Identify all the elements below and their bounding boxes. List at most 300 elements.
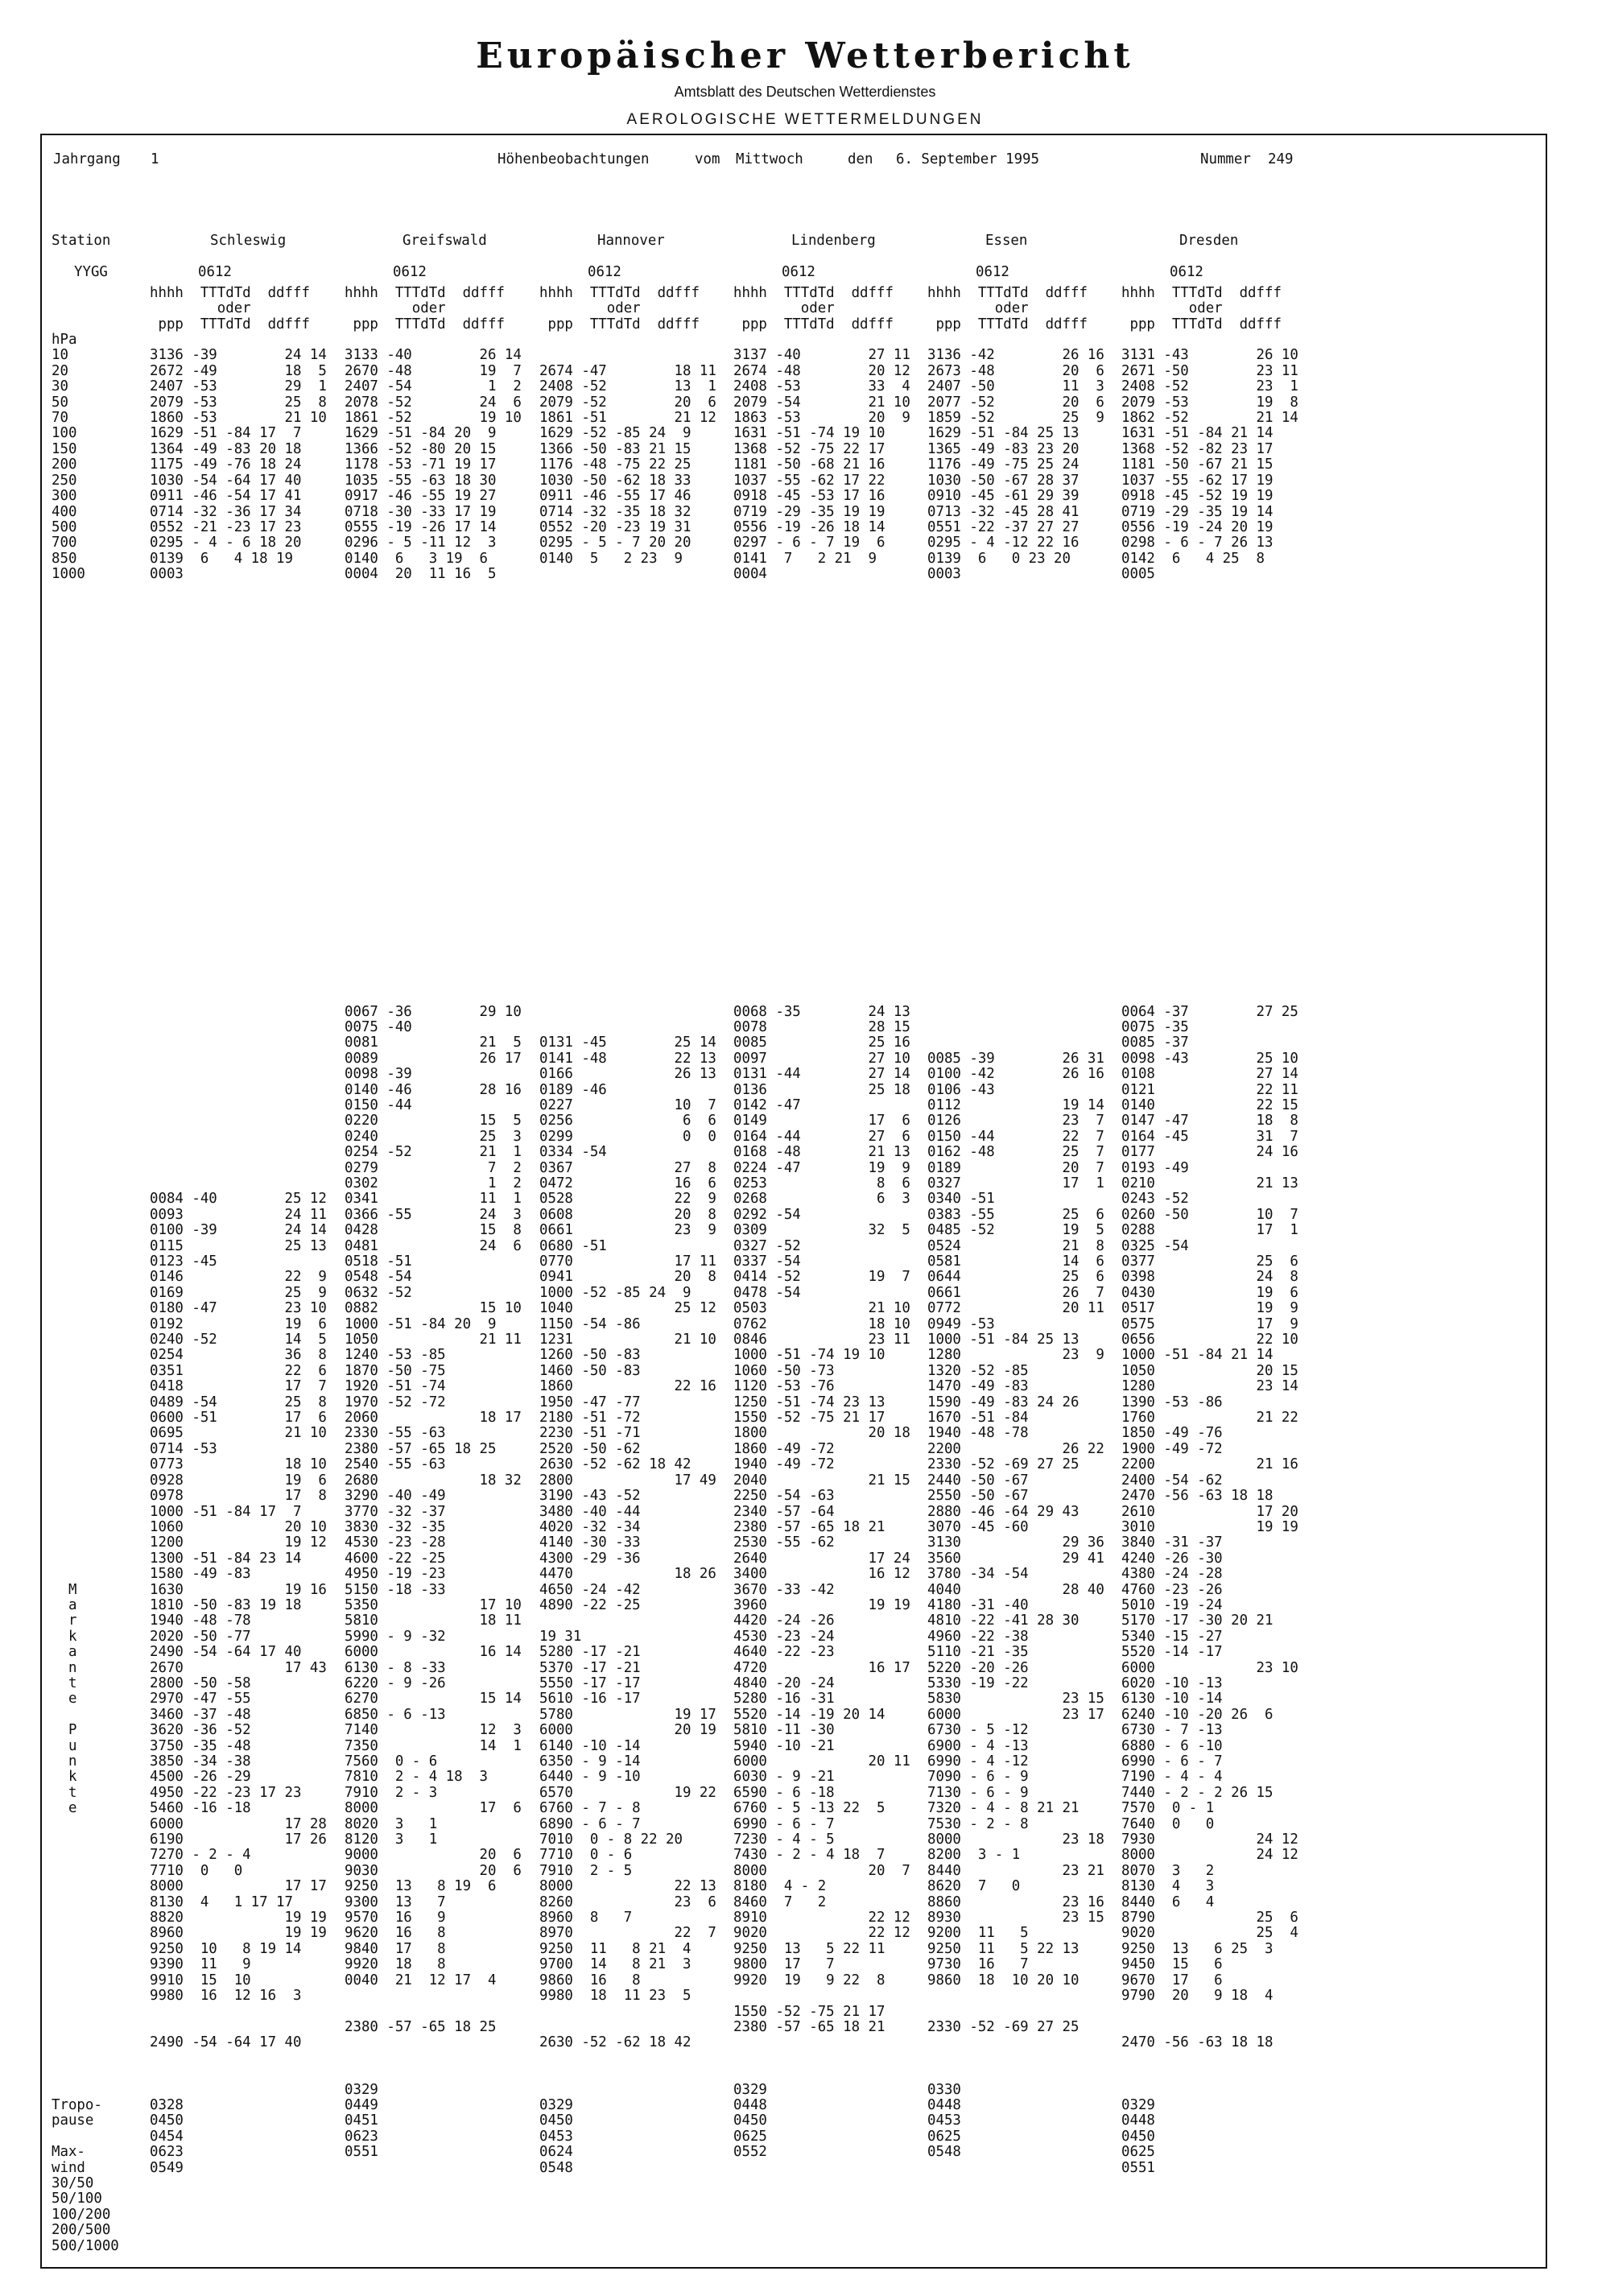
- station-row: 2407 -54 1 2: [345, 378, 522, 395]
- station-row: [345, 583, 522, 598]
- station-row: 0296 - 5 -11 12 3: [345, 535, 497, 551]
- station-row: [150, 973, 327, 989]
- station-row: 2079 -53 19 8: [1121, 394, 1298, 411]
- station-row: 1390 -53 -86: [1121, 1394, 1223, 1410]
- station-row: 0210 21 13: [1121, 1175, 1298, 1191]
- station-row: 5940 -10 -21: [733, 1737, 835, 1754]
- station-row: [539, 2020, 716, 2035]
- jahrgang-label: Jahrgang: [53, 151, 121, 167]
- station-row: [1121, 832, 1298, 848]
- row-label: 1000: [52, 566, 85, 583]
- station-row: 0481 24 6: [345, 1237, 522, 1254]
- row-label: 500: [52, 518, 77, 535]
- station-yygg: 0612: [1170, 264, 1203, 281]
- station-row: [733, 2067, 910, 2082]
- station-row: [733, 942, 910, 957]
- station-row: 9800 17 7: [733, 1956, 835, 1973]
- station-row: 0141 -48 22 13: [539, 1050, 716, 1067]
- station-row: 2408 -52 23 1: [1121, 378, 1298, 395]
- station-row: 4380 -24 -28: [1121, 1566, 1223, 1583]
- station-row: hhhh TTTdTd ddfff: [1121, 284, 1282, 301]
- station-row: 3130 29 36: [927, 1534, 1104, 1551]
- row-label: M: [52, 1581, 77, 1598]
- station-row: 3136 -42 26 16: [927, 347, 1104, 364]
- station-row: 2330 -52 -69 27 25: [927, 1456, 1080, 1473]
- station-row: [150, 801, 327, 816]
- station-row: 0292 -54: [733, 1206, 801, 1223]
- station-row: [345, 598, 522, 613]
- station-row: 5550 -17 -17: [539, 1675, 641, 1691]
- station-row: [927, 676, 1104, 692]
- station-row: 3850 -34 -38: [150, 1753, 251, 1769]
- station-row: 2970 -47 -55: [150, 1691, 251, 1708]
- station-row: [150, 2020, 327, 2035]
- station-row: 0166 26 13: [539, 1066, 716, 1083]
- station-row: 4960 -22 -38: [927, 1628, 1029, 1645]
- station-row: [733, 645, 910, 660]
- station-row: 8960 8 7: [539, 1910, 633, 1926]
- row-label: [52, 583, 119, 598]
- station-row: hhhh TTTdTd ddfff: [150, 284, 310, 301]
- station-row: 3840 -31 -37: [1121, 1534, 1223, 1551]
- station-row: 0450: [150, 2112, 184, 2129]
- station-row: 2380 -57 -65 18 21: [733, 1518, 886, 1535]
- station-row: hhhh TTTdTd ddfff: [539, 284, 700, 301]
- row-label: 70: [52, 410, 68, 427]
- station-row: 0295 - 5 - 7 20 20: [539, 535, 691, 551]
- station-row: 8000 17 6: [345, 1800, 522, 1817]
- station-row: 0414 -52 19 7: [733, 1269, 910, 1286]
- station-row: [345, 864, 522, 879]
- station-row: [927, 864, 1104, 879]
- station-row: 7140 12 3: [345, 1722, 522, 1739]
- station-row: [345, 786, 522, 801]
- row-label: Tropo-: [52, 2096, 102, 2113]
- station-row: 0268 6 3: [733, 1191, 910, 1208]
- station-row: 3670 -33 -42: [733, 1581, 835, 1598]
- station-row: 5220 -20 -26: [927, 1659, 1029, 1676]
- station-row: oder: [733, 300, 835, 317]
- row-label: [52, 1551, 119, 1567]
- station-row: 0450: [1121, 2128, 1155, 2145]
- station-row: 2380 -57 -65 18 25: [345, 2018, 497, 2035]
- masthead-subtitle: Amtsblatt des Deutschen Wetterdienstes: [674, 84, 936, 100]
- station-row: [150, 1098, 327, 1113]
- row-label: [52, 708, 119, 723]
- row-label: [52, 1317, 119, 1332]
- station-column: [1121, 233, 1298, 2176]
- station-row: 0524 21 8: [927, 1237, 1104, 1254]
- station-name: Schleswig: [210, 233, 287, 249]
- station-row: 9790 20 9 18 4: [1121, 1988, 1274, 2005]
- station-row: 0625: [927, 2128, 961, 2145]
- station-row: 0451: [345, 2112, 378, 2129]
- station-row: 1860 22 16: [539, 1378, 716, 1395]
- station-row: 1366 -50 -83 21 15: [539, 440, 691, 457]
- row-label: t: [52, 1675, 77, 1691]
- station-row: [150, 630, 327, 645]
- station-row: [539, 1613, 716, 1629]
- station-row: 0661 26 7: [927, 1284, 1104, 1301]
- station-row: 6760 - 5 -13 22 5: [733, 1800, 886, 1817]
- row-label: [52, 2067, 119, 2082]
- station-row: 1590 -49 -83 24 26: [927, 1394, 1080, 1410]
- station-row: [733, 2035, 910, 2050]
- row-label: a: [52, 1644, 77, 1661]
- row-label: [52, 1083, 119, 1098]
- station-row: [733, 2051, 910, 2067]
- station-row: [733, 926, 910, 941]
- station-row: [539, 348, 716, 363]
- station-row: 1550 -52 -75 21 17: [733, 1410, 886, 1427]
- station-row: 9300 13 7: [345, 1893, 446, 1910]
- station-row: 0398 24 8: [1121, 1269, 1298, 1286]
- station-row: 0131 -45 25 14: [539, 1034, 716, 1051]
- station-row: 1280 23 9: [927, 1347, 1104, 1364]
- station-row: 0910 -45 -61 29 39: [927, 488, 1080, 505]
- station-row: [345, 613, 522, 629]
- station-row: 4420 -24 -26: [733, 1613, 835, 1629]
- station-row: 4650 -24 -42: [539, 1581, 641, 1598]
- station-row: 2250 -54 -63: [733, 1488, 835, 1505]
- station-row: 5370 -17 -21: [539, 1659, 641, 1676]
- station-row: 8000 24 12: [1121, 1847, 1298, 1864]
- station-row: 9700 14 8 21 3: [539, 1956, 691, 1973]
- station-row: 1940 -48 -78: [927, 1425, 1029, 1442]
- station-row: 7710 0 - 6: [539, 1847, 633, 1864]
- station-row: 1060 20 10: [150, 1518, 327, 1535]
- station-row: [927, 708, 1104, 723]
- station-row: 8960 19 19: [150, 1925, 327, 1942]
- row-label: [52, 1489, 119, 1504]
- row-label: [52, 1191, 119, 1207]
- station-row: 6000 17 28: [150, 1815, 327, 1832]
- station-row: [927, 832, 1104, 848]
- station-row: 0224 -47 19 9: [733, 1159, 910, 1176]
- station-row: ppp TTTdTd ddfff: [345, 316, 505, 332]
- station-row: ppp TTTdTd ddfff: [539, 316, 700, 332]
- station-row: [345, 739, 522, 754]
- station-row: [927, 1988, 1104, 2004]
- station-row: 0084 -40 25 12: [150, 1191, 327, 1208]
- station-row: [150, 832, 327, 848]
- station-row: 0714 -32 -36 17 34: [150, 503, 302, 520]
- station-row: 0150 -44: [345, 1096, 412, 1113]
- row-label: 200/500: [52, 2222, 111, 2239]
- row-label: [52, 1239, 119, 1254]
- station-row: 2040 21 15: [733, 1472, 910, 1489]
- station-row: 4840 -20 -24: [733, 1675, 835, 1691]
- station-row: 2880 -46 -64 29 43: [927, 1503, 1080, 1520]
- station-row: 0139 6 0 23 20: [927, 550, 1071, 567]
- station-row: 4810 -22 -41 28 30: [927, 1613, 1080, 1629]
- station-row: 2490 -54 -64 17 40: [150, 1644, 302, 1661]
- station-row: oder: [927, 300, 1029, 317]
- station-row: 8200 3 - 1: [927, 1847, 1021, 1864]
- station-row: [733, 895, 910, 911]
- station-row: [927, 1020, 1104, 1035]
- station-row: 0100 -39 24 14: [150, 1222, 327, 1239]
- row-label: [52, 286, 119, 301]
- station-row: 2672 -49 18 5: [150, 362, 327, 379]
- station-row: 6140 -10 -14: [539, 1737, 641, 1754]
- row-label: [52, 942, 119, 957]
- station-row: [150, 770, 327, 785]
- station-row: 0142 6 4 25 8: [1121, 550, 1265, 567]
- station-row: [150, 2005, 327, 2020]
- station-row: 0177 24 16: [1121, 1144, 1298, 1161]
- station-row: 2674 -48 20 12: [733, 362, 910, 379]
- station-row: 7090 - 6 - 9: [927, 1769, 1029, 1786]
- station-row: 0093 24 11: [150, 1206, 327, 1223]
- station-row: 0366 -55 24 3: [345, 1206, 522, 1223]
- row-label: [52, 1395, 119, 1410]
- station-row: [733, 739, 910, 754]
- station-row: 6890 - 6 - 7: [539, 1815, 641, 1832]
- station-row: 1863 -53 20 9: [733, 410, 910, 427]
- station-row: [539, 895, 716, 911]
- station-row: 0450: [733, 2112, 767, 2129]
- station-row: 6990 - 6 - 7: [1121, 1753, 1223, 1769]
- station-row: 7530 - 2 - 8: [927, 1815, 1029, 1832]
- station-row: [1121, 645, 1298, 660]
- row-label: [52, 2005, 119, 2020]
- station-row: [539, 2005, 716, 2020]
- row-label: [52, 1957, 119, 1972]
- station-row: 0142 -47: [733, 1096, 801, 1113]
- station-row: 1000 -51 -84 25 13: [927, 1332, 1080, 1348]
- station-row: [539, 2083, 716, 2098]
- station-row: 7640 0 0: [1121, 1815, 1215, 1832]
- row-label: 500/1000: [52, 2237, 119, 2254]
- station-row: 5830 23 15: [927, 1691, 1104, 1708]
- station-row: 0548 -54: [345, 1269, 412, 1286]
- row-label: [52, 770, 119, 785]
- masthead-title: Europäischer Wetterbericht: [476, 35, 1134, 76]
- row-label: [52, 2020, 119, 2035]
- station-row: 8440 6 4: [1121, 1893, 1215, 1910]
- row-label: [52, 1832, 119, 1848]
- station-yygg: 0612: [976, 264, 1009, 281]
- station-row: 0551: [1121, 2159, 1155, 2176]
- row-label: [52, 817, 119, 832]
- station-row: [927, 723, 1104, 738]
- row-label: hPa: [52, 332, 77, 349]
- station-row: [733, 630, 910, 645]
- station-row: 2400 -54 -62: [1121, 1472, 1223, 1489]
- station-column: [150, 233, 327, 2176]
- station-row: [1121, 989, 1298, 1004]
- station-row: ppp TTTdTd ddfff: [733, 316, 894, 332]
- station-row: 7230 - 4 - 5: [733, 1831, 835, 1848]
- station-row: [733, 786, 910, 801]
- row-label: 20: [52, 362, 68, 379]
- station-row: [927, 973, 1104, 989]
- row-label: [52, 1020, 119, 1035]
- station-row: 2540 -55 -63: [345, 1456, 446, 1473]
- row-label: e: [52, 1691, 77, 1708]
- station-row: 6990 - 6 - 7: [733, 1815, 835, 1832]
- station-row: [150, 1176, 327, 1191]
- station-row: 0098 -39: [345, 1066, 412, 1083]
- station-row: [733, 957, 910, 972]
- row-label: [52, 1208, 119, 1223]
- station-row: 1950 -47 -77: [539, 1394, 641, 1410]
- station-row: [345, 895, 522, 911]
- station-row: 9860 18 10 20 10: [927, 1972, 1080, 1988]
- station-row: 1260 -50 -83: [539, 1347, 641, 1364]
- station-row: 0337 -54: [733, 1253, 801, 1270]
- station-row: 2407 -53 29 1: [150, 378, 327, 395]
- station-row: [733, 583, 910, 598]
- station-row: [1121, 2020, 1298, 2035]
- station-row: 0189 -46: [539, 1081, 607, 1098]
- station-row: 0918 -45 -53 17 16: [733, 488, 886, 505]
- station-row: [539, 676, 716, 692]
- station-row: 9250 10 8 19 14: [150, 1940, 302, 1957]
- station-row: [345, 957, 522, 972]
- station-row: 4530 -23 -28: [345, 1534, 446, 1551]
- station-row: 5280 -17 -21: [539, 1644, 641, 1661]
- station-row: 3290 -40 -49: [345, 1488, 446, 1505]
- station-row: 1030 -50 -62 18 33: [539, 472, 691, 489]
- station-row: 0329: [1121, 2096, 1155, 2113]
- station-row: 8000 22 13: [539, 1878, 716, 1895]
- station-row: 7910 2 - 5: [539, 1862, 633, 1879]
- row-label: pause: [52, 2112, 94, 2129]
- station-row: oder: [150, 300, 251, 317]
- station-row: [345, 832, 522, 848]
- station-row: 6760 - 7 - 8: [539, 1800, 641, 1817]
- station-row: 0978 17 8: [150, 1488, 327, 1505]
- station-row: 2079 -53 25 8: [150, 394, 327, 411]
- row-label: [52, 1910, 119, 1926]
- station-row: 5110 -21 -35: [927, 1644, 1029, 1661]
- station-row: [1121, 801, 1298, 816]
- station-row: [345, 1988, 522, 2004]
- station-row: 19 31: [539, 1628, 582, 1645]
- station-row: 0581 14 6: [927, 1253, 1104, 1270]
- station-row: [150, 786, 327, 801]
- station-row: 1940 -48 -78: [150, 1613, 251, 1629]
- station-row: 0106 -43: [927, 1081, 995, 1098]
- station-row: 0254 36 8: [150, 1347, 327, 1364]
- station-row: 2671 -50 23 11: [1121, 362, 1298, 379]
- station-row: 0625: [733, 2128, 767, 2145]
- station-row: 4760 -23 -26: [1121, 1581, 1223, 1598]
- station-row: 0162 -48 25 7: [927, 1144, 1104, 1161]
- station-row: 0112 19 14: [927, 1096, 1104, 1113]
- station-row: hhhh TTTdTd ddfff: [927, 284, 1088, 301]
- station-row: 9980 16 12 16 3: [150, 1988, 302, 2005]
- station-row: 1181 -50 -68 21 16: [733, 456, 886, 473]
- station-row: [150, 692, 327, 707]
- station-row: 0518 -51: [345, 1253, 412, 1270]
- station-row: 0418 17 7: [150, 1378, 327, 1395]
- station-row: oder: [345, 300, 446, 317]
- station-row: [150, 708, 327, 723]
- station-row: 0108 27 14: [1121, 1066, 1298, 1083]
- station-row: 3136 -39 24 14: [150, 347, 327, 364]
- station-row: 1800 20 18: [733, 1425, 910, 1442]
- station-row: [345, 692, 522, 707]
- station-row: [345, 676, 522, 692]
- station-row: 0548: [927, 2144, 961, 2161]
- station-row: [733, 989, 910, 1004]
- station-row: 1631 -51 -84 21 14: [1121, 425, 1274, 442]
- station-row: [150, 942, 327, 957]
- station-row: 8440 23 21: [927, 1862, 1104, 1879]
- station-row: 8820 19 19: [150, 1910, 327, 1926]
- den-label: den: [848, 151, 873, 167]
- row-label: e: [52, 1800, 77, 1817]
- station-row: 0367 27 8: [539, 1159, 716, 1176]
- station-row: [539, 692, 716, 707]
- station-row: 0846 23 11: [733, 1332, 910, 1348]
- station-name: Hannover: [597, 233, 665, 249]
- row-label: [52, 989, 119, 1004]
- station-row: [927, 879, 1104, 894]
- station-row: 9570 16 9: [345, 1910, 446, 1926]
- station-row: [733, 864, 910, 879]
- station-row: 1861 -51 21 12: [539, 410, 716, 427]
- row-label: [52, 1473, 119, 1489]
- station-row: 3133 -40 26 14: [345, 347, 522, 364]
- station-row: 0600 -51 17 6: [150, 1410, 327, 1427]
- station-row: 0928 19 6: [150, 1472, 327, 1489]
- station-row: [927, 2067, 1104, 2082]
- station-row: [1121, 2083, 1298, 2098]
- station-row: 0644 25 6: [927, 1269, 1104, 1286]
- station-row: [539, 848, 716, 863]
- station-row: 0085 25 16: [733, 1034, 910, 1051]
- station-name: Lindenberg: [791, 233, 876, 249]
- number-label: Nummer: [1200, 151, 1251, 167]
- station-row: 0450: [539, 2112, 573, 2129]
- row-label: [52, 1332, 119, 1348]
- row-label: [52, 754, 119, 770]
- row-label: 100: [52, 425, 77, 442]
- station-row: [345, 770, 522, 785]
- station-row: 0168 -48 21 13: [733, 1144, 910, 1161]
- station-row: 1630 19 16: [150, 1581, 327, 1598]
- row-label: [52, 911, 119, 926]
- station-row: [733, 598, 910, 613]
- station-row: [1121, 723, 1298, 738]
- station-row: [1121, 630, 1298, 645]
- station-row: 4950 -22 -23 17 23: [150, 1784, 302, 1801]
- station-row: [150, 957, 327, 972]
- station-row: 0772 20 11: [927, 1300, 1104, 1317]
- station-row: [1121, 926, 1298, 941]
- station-row: 2078 -52 24 6: [345, 394, 522, 411]
- station-row: 1368 -52 -82 23 17: [1121, 440, 1274, 457]
- station-row: [150, 1083, 327, 1098]
- station-row: 3131 -43 26 10: [1121, 347, 1298, 364]
- station-row: 0064 -37 27 25: [1121, 1003, 1298, 1020]
- station-row: [539, 567, 716, 582]
- station-row: [733, 1988, 910, 2004]
- station-row: [733, 879, 910, 894]
- station-row: [733, 911, 910, 926]
- station-row: [345, 2051, 522, 2067]
- station-row: [733, 708, 910, 723]
- station-row: 0428 15 8: [345, 1222, 522, 1239]
- station-row: 8910 22 12: [733, 1910, 910, 1926]
- station-row: 0453: [927, 2112, 961, 2129]
- station-row: [927, 613, 1104, 629]
- row-label: [52, 2035, 119, 2050]
